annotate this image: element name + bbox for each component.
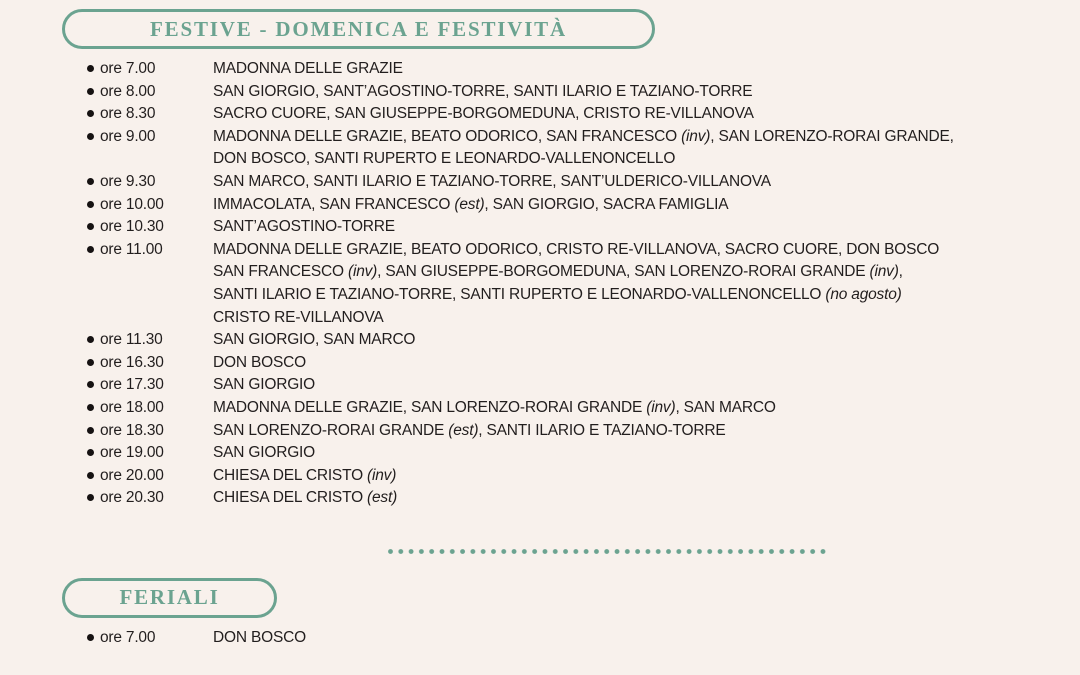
church-line: SAN GIORGIO bbox=[213, 376, 316, 394]
mass-churches bbox=[213, 194, 1080, 217]
mass-time: ore 20.30 bbox=[100, 489, 164, 507]
mass-churches bbox=[213, 239, 1080, 329]
bullet-icon bbox=[87, 223, 94, 230]
section-badge-feriali bbox=[62, 578, 277, 618]
schedule-row bbox=[0, 58, 1080, 81]
mass-churches bbox=[213, 420, 1080, 443]
schedule-row bbox=[0, 442, 1080, 465]
mass-churches bbox=[213, 352, 1080, 375]
bullet-icon bbox=[87, 381, 94, 388]
mass-time: ore 18.00 bbox=[100, 398, 164, 416]
schedule-row bbox=[0, 487, 1080, 510]
mass-time: ore 10.30 bbox=[100, 218, 164, 236]
bullet-icon bbox=[87, 336, 94, 343]
bullet-icon bbox=[87, 359, 94, 366]
section-badge-festive-label: FESTIVE - DOMENICA E FESTIVITÀ bbox=[150, 16, 567, 41]
bullet-icon bbox=[87, 634, 94, 641]
section-badge-festive bbox=[62, 9, 655, 49]
church-line: SAN GIORGIO, SANT’AGOSTINO-TORRE, SANTI ILARIO E TAZIANO-TORRE bbox=[213, 82, 753, 100]
mass-churches bbox=[213, 126, 1080, 171]
schedule-row bbox=[0, 374, 1080, 397]
schedule-row bbox=[0, 126, 1080, 171]
mass-churches bbox=[213, 81, 1080, 104]
mass-time: ore 7.00 bbox=[100, 628, 156, 646]
bullet-icon bbox=[87, 427, 94, 434]
dotted-divider bbox=[388, 549, 830, 554]
bullet-icon bbox=[87, 178, 94, 185]
mass-time: ore 10.00 bbox=[100, 195, 164, 213]
church-line: SANT’AGOSTINO-TORRE bbox=[213, 218, 395, 236]
church-line: SAN GIORGIO bbox=[213, 444, 316, 462]
mass-time: ore 8.00 bbox=[100, 82, 156, 100]
church-line: CHIESA DEL CRISTO (inv) bbox=[213, 466, 397, 484]
festive-mass-list bbox=[0, 58, 1080, 510]
schedule-row bbox=[0, 103, 1080, 126]
church-line: SAN GIORGIO, SAN MARCO bbox=[213, 331, 416, 349]
bullet-icon bbox=[87, 404, 94, 411]
mass-churches bbox=[213, 487, 1080, 510]
mass-churches bbox=[213, 465, 1080, 488]
bullet-icon bbox=[87, 133, 94, 140]
church-line: SANTI ILARIO E TAZIANO-TORRE, SANTI RUPERTO E LEONARDO-VALLENONCELLO (no agosto) bbox=[213, 285, 902, 303]
mass-churches bbox=[213, 329, 1080, 352]
mass-time: ore 7.00 bbox=[100, 60, 156, 77]
church-line: SAN LORENZO-RORAI GRANDE (est), SANTI ILARIO E TAZIANO-TORRE bbox=[213, 421, 726, 439]
church-line: SAN FRANCESCO (inv), SAN GIUSEPPE-BORGOMEDUNA, SAN LORENZO-RORAI GRANDE (inv), bbox=[213, 263, 903, 281]
church-line: MADONNA DELLE GRAZIE, BEATO ODORICO, SAN FRANCESCO (inv), SAN LORENZO-RORAI GRANDE, bbox=[213, 127, 954, 145]
church-line: SAN MARCO, SANTI ILARIO E TAZIANO-TORRE, SANT’ULDERICO-VILLANOVA bbox=[213, 172, 771, 190]
church-line: DON BOSCO bbox=[213, 628, 306, 646]
schedule-row bbox=[0, 239, 1080, 329]
church-line: IMMACOLATA, SAN FRANCESCO (est), SAN GIORGIO, SACRA FAMIGLIA bbox=[213, 195, 729, 213]
church-line: MADONNA DELLE GRAZIE, SAN LORENZO-RORAI GRANDE (inv), SAN MARCO bbox=[213, 398, 776, 416]
mass-churches bbox=[213, 58, 1080, 81]
bullet-icon bbox=[87, 472, 94, 479]
section-badge-feriali-label: FERIALI bbox=[119, 585, 220, 610]
schedule-row bbox=[0, 352, 1080, 375]
mass-time: ore 8.30 bbox=[100, 105, 156, 123]
bullet-icon bbox=[87, 88, 94, 95]
schedule-row bbox=[0, 329, 1080, 352]
schedule-row bbox=[0, 171, 1080, 194]
mass-time: ore 11.00 bbox=[100, 240, 163, 258]
mass-time: ore 9.30 bbox=[100, 172, 156, 190]
church-line: DON BOSCO bbox=[213, 353, 306, 371]
mass-churches bbox=[213, 216, 1080, 239]
mass-churches bbox=[213, 442, 1080, 465]
schedule-row bbox=[0, 627, 1080, 650]
mass-time: ore 9.00 bbox=[100, 127, 156, 145]
bullet-icon bbox=[87, 110, 94, 117]
bullet-icon bbox=[87, 494, 94, 501]
mass-time: ore 16.30 bbox=[100, 353, 164, 371]
mass-time: ore 20.00 bbox=[100, 466, 164, 484]
church-line: SACRO CUORE, SAN GIUSEPPE-BORGOMEDUNA, CRISTO RE-VILLANOVA bbox=[213, 105, 754, 123]
mass-churches bbox=[213, 171, 1080, 194]
bullet-icon bbox=[87, 246, 94, 253]
schedule-row bbox=[0, 194, 1080, 217]
church-line: MADONNA DELLE GRAZIE bbox=[213, 60, 403, 77]
bullet-icon bbox=[87, 449, 94, 456]
schedule-row bbox=[0, 420, 1080, 443]
bullet-icon bbox=[87, 65, 94, 72]
schedule-row bbox=[0, 397, 1080, 420]
church-line: CRISTO RE-VILLANOVA bbox=[213, 308, 384, 326]
schedule-row bbox=[0, 465, 1080, 488]
schedule-row bbox=[0, 216, 1080, 239]
mass-time: ore 11.30 bbox=[100, 331, 163, 349]
mass-time: ore 19.00 bbox=[100, 444, 164, 462]
mass-time: ore 17.30 bbox=[100, 376, 164, 394]
mass-time: ore 18.30 bbox=[100, 421, 164, 439]
church-line: MADONNA DELLE GRAZIE, BEATO ODORICO, CRISTO RE-VILLANOVA, SACRO CUORE, DON BOSCO bbox=[213, 240, 940, 258]
mass-churches bbox=[213, 374, 1080, 397]
bullet-icon bbox=[87, 201, 94, 208]
mass-churches bbox=[213, 397, 1080, 420]
church-line: DON BOSCO, SANTI RUPERTO E LEONARDO-VALLENONCELLO bbox=[213, 150, 676, 168]
schedule-row bbox=[0, 81, 1080, 104]
church-line: CHIESA DEL CRISTO (est) bbox=[213, 489, 398, 507]
feriali-mass-list bbox=[0, 627, 1080, 650]
mass-churches bbox=[213, 103, 1080, 126]
mass-churches bbox=[213, 627, 1080, 650]
